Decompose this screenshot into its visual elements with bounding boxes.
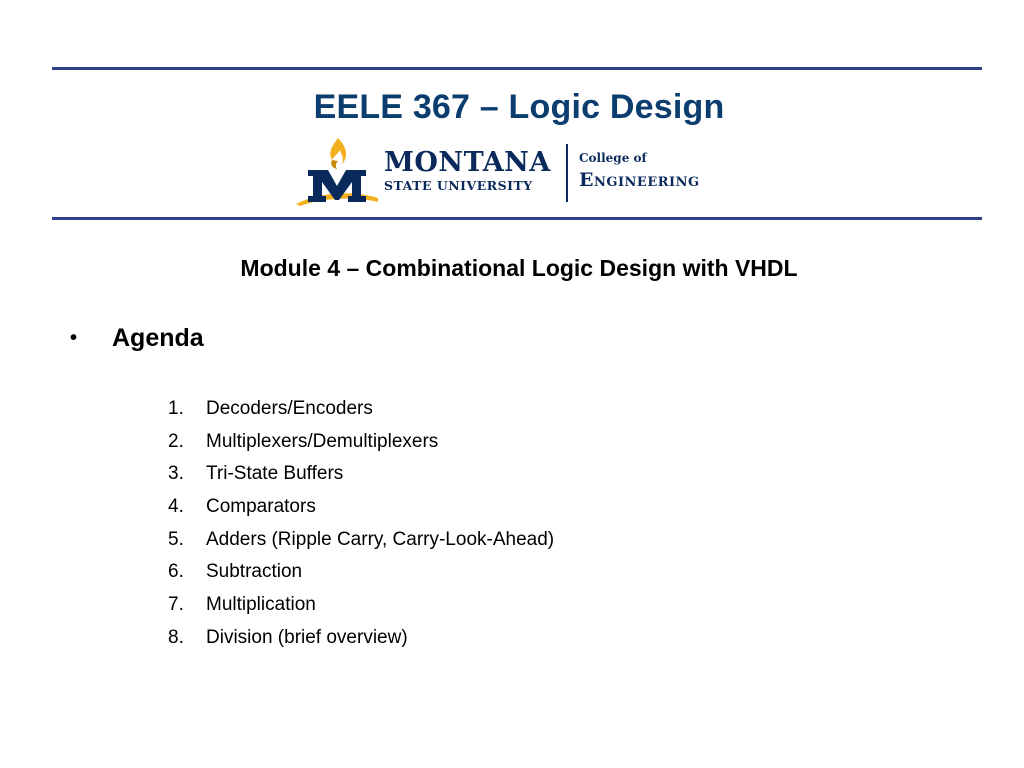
list-item: [168, 559, 554, 592]
logo-separator: [566, 144, 568, 202]
item-text: Multiplication: [206, 594, 316, 616]
item-number: 1.: [168, 398, 184, 419]
wordmark-line-2: STATE UNIVERSITY: [384, 178, 533, 193]
item-text: Comparators: [206, 496, 316, 518]
agenda-heading: [70, 324, 204, 353]
list-item: [168, 625, 554, 658]
item-number: 8.: [168, 626, 184, 648]
university-logo: [294, 136, 734, 208]
item-number: 2.: [168, 430, 184, 452]
college-line-2: Engineering: [579, 169, 700, 191]
list-item: [168, 592, 554, 625]
wordmark-line-1: MONTANA: [384, 147, 551, 178]
item-number: 6.: [168, 561, 184, 583]
msu-m-logo-icon: [294, 136, 380, 208]
item-number: 7.: [168, 594, 184, 616]
list-item: [168, 429, 554, 462]
top-divider: [52, 67, 982, 70]
item-number: 3.: [168, 463, 184, 485]
bullet-icon: •: [70, 327, 78, 349]
list-item: [168, 461, 554, 494]
item-text: Tri-State Buffers: [206, 463, 344, 485]
item-number: 4.: [168, 496, 184, 518]
list-item: [168, 494, 554, 527]
item-number: 5.: [168, 528, 184, 550]
slide-title: EELE 367 – Logic Design: [313, 88, 725, 126]
module-subtitle: Module 4 – Combinational Logic Design with VHDL: [240, 255, 798, 281]
item-text: Division (brief overview): [206, 626, 408, 648]
college-line-1: College of: [579, 151, 647, 165]
item-text: Decoders/Encoders: [206, 398, 373, 419]
list-item: [168, 527, 554, 560]
college-name: [579, 150, 700, 192]
item-text: Subtraction: [206, 561, 303, 583]
bottom-divider: [52, 217, 982, 220]
item-text: Multiplexers/Demultiplexers: [206, 430, 439, 452]
list-item: [168, 396, 554, 429]
university-wordmark: [384, 149, 551, 195]
agenda-label: Agenda: [112, 324, 204, 352]
item-text: Adders (Ripple Carry, Carry-Look-Ahead): [206, 528, 555, 550]
agenda-list: [168, 396, 554, 658]
